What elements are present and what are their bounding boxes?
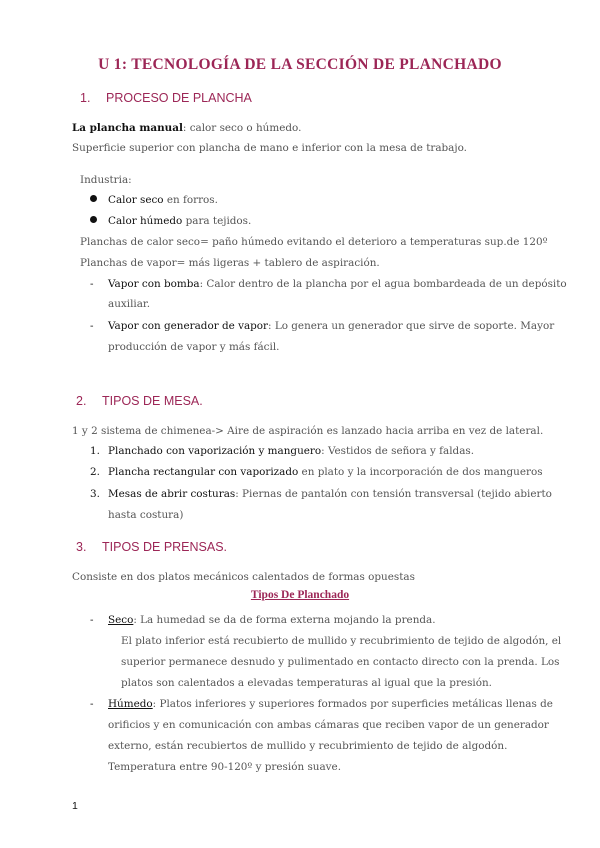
dash-item-seco: [90, 613, 436, 627]
section-3-number: 3.: [76, 540, 87, 554]
bullet-term: Calor húmedo: [108, 215, 183, 227]
item-number: 1.: [90, 445, 100, 457]
section-1-number: 1.: [80, 91, 91, 105]
bullet-item: [90, 214, 251, 228]
planchas-calor-line: Planchas de calor seco= paño húmedo evitando el deterioro a temperaturas sup.de 120º: [80, 236, 548, 248]
humedo-paragraph-line: Temperatura entre 90-120º y presión suave.: [108, 761, 341, 773]
dash-item-continuation: auxiliar.: [108, 298, 151, 310]
bullet-rest: en forros.: [163, 194, 218, 206]
dash-rest: : Lo genera un generador que sirve de soporte. Mayor: [268, 320, 555, 332]
dash-item-continuation: producción de vapor y más fácil.: [108, 341, 280, 353]
humedo-term: Húmedo: [108, 698, 153, 710]
section-1-heading: [80, 91, 252, 105]
section-2-number: 2.: [76, 394, 87, 408]
dash-icon: -: [90, 698, 94, 710]
tipos-planchado-subtitle: Tipos De Planchado: [250, 589, 350, 601]
section-2-title: TIPOS DE MESA.: [102, 394, 203, 408]
humedo-paragraph-line: orificios y en comunicación con ambas cámaras que reciben vapor de un generador: [108, 719, 549, 731]
dash-icon: -: [90, 278, 94, 290]
intro-rest: : calor seco o húmedo.: [182, 122, 302, 134]
bullet-icon: [90, 216, 97, 223]
seco-paragraph-line: platos son calentados a elevadas temperaturas al igual que la presión.: [121, 677, 492, 689]
humedo-paragraph-line: externo, están recubiertos de mullido y recubrimiento de tejido de algodón.: [108, 740, 508, 752]
item-number: 2.: [90, 466, 100, 478]
item-term: Planchado con vaporización y manguero: [108, 445, 322, 457]
section-3-intro: Consiste en dos platos mecánicos calentados de formas opuestas: [72, 571, 415, 583]
dash-item-humedo: [90, 697, 553, 711]
dash-icon: -: [90, 614, 94, 626]
section-2-heading: [76, 394, 203, 408]
item-rest: : Piernas de pantalón con tensión transversal (tejido abierto: [235, 488, 552, 500]
ordered-item-continuation: hasta costura): [108, 509, 184, 521]
dash-rest: : Calor dentro de la plancha por el agua bombardeada de un depósito: [199, 278, 567, 290]
section-3-title: TIPOS DE PRENSAS.: [102, 540, 228, 554]
section-3-heading: [76, 540, 227, 554]
page-title: U 1: TECNOLOGÍA DE LA SECCIÓN DE PLANCHADO: [98, 56, 502, 73]
dash-term: Vapor con bomba: [108, 278, 200, 290]
item-rest: : Vestidos de señora y faldas.: [321, 445, 475, 457]
industria-label: Industria:: [80, 174, 132, 186]
item-rest: en plato y la incorporación de dos mangueros: [298, 466, 543, 478]
section-1-line-2: Superficie superior con plancha de mano e inferior con la mesa de trabajo.: [72, 142, 467, 154]
ordered-item: [90, 487, 552, 501]
dash-term: Vapor con generador de vapor: [108, 320, 269, 332]
bullet-icon: [90, 195, 97, 202]
item-number: 3.: [90, 488, 100, 500]
ordered-item: [90, 444, 474, 458]
seco-rest: : La humedad se da de forma externa mojando la prenda.: [133, 614, 436, 626]
planchas-vapor-line: Planchas de vapor= más ligeras + tablero de aspiración.: [80, 257, 380, 269]
section-1-title: PROCESO DE PLANCHA: [106, 91, 252, 105]
item-term: Mesas de abrir costuras: [108, 488, 236, 500]
bullet-item: [90, 193, 218, 207]
seco-paragraph-line: superior permanece desnudo y pulimentado en contacto directo con la prenda. Los: [121, 656, 560, 668]
intro-term: La plancha manual: [72, 122, 183, 134]
section-1-intro: [72, 121, 301, 135]
section-2-intro: 1 y 2 sistema de chimenea-> Aire de aspiración es lanzado hacia arriba en vez de lateral.: [72, 425, 544, 437]
dash-icon: -: [90, 320, 94, 332]
bullet-rest: para tejidos.: [182, 215, 252, 227]
seco-paragraph-line: El plato inferior está recubierto de mullido y recubrimiento de tejido de algodón, el: [121, 635, 562, 647]
humedo-rest: : Platos inferiores y superiores formados por superficies metálicas llenas de: [152, 698, 553, 710]
dash-item: [90, 319, 554, 333]
dash-item: [90, 277, 567, 291]
ordered-item: [90, 465, 543, 479]
item-term: Plancha rectangular con vaporizado: [108, 466, 299, 478]
page-number: 1: [72, 800, 78, 812]
seco-term: Seco: [108, 614, 134, 626]
bullet-term: Calor seco: [108, 194, 164, 206]
